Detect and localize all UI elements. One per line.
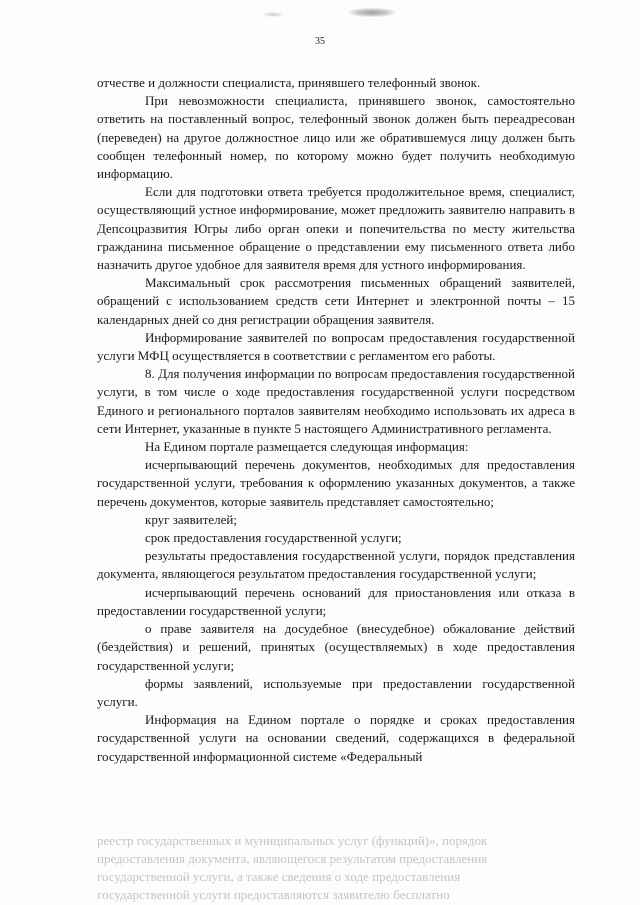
faded-line: государственной услуги предоставляются заявителю бесплатно bbox=[97, 887, 450, 902]
faded-line: реестр государственных и муниципальных услуг (функций)», порядок bbox=[97, 833, 488, 848]
paragraph: При невозможности специалиста, принявшего звонок, самостоятельно ответить на поставленный вопрос, телефонный звонок должен быть переадресован (переведен) на другое должностное лицо или же обратившемуся лицу должен быть сообщен телефонный номер, по которому можно будет получить необходимую информацию. bbox=[97, 93, 575, 182]
faded-line: государственной услуги, а также сведения о ходе предоставления bbox=[97, 869, 461, 884]
paragraph: срок предоставления государственной услуги; bbox=[145, 530, 402, 546]
paragraph: Если для подготовки ответа требуется продолжительное время, специалист, осуществляющий устное информирование, может предложить заявителю направить в Депсоцразвития Югры либо орган опеки и попечительства по месту жительства гражданина письменное обращение о представлении ему письменного ответа либо назначить другое удобное для заявителя время для устного информирования. bbox=[97, 184, 575, 273]
paragraph: результаты предоставления государственной услуги, порядок представления документа, являющегося результатом предоставления государственной услуги; bbox=[97, 548, 575, 582]
paragraph: Максимальный срок рассмотрения письменных обращений заявителей, обращений с использованием средств сети Интернет и электронной почты – 15 календарных дней со дня регистрации обращения заявителя. bbox=[97, 275, 575, 327]
paragraph: формы заявлений, используемые при предоставлении государственной услуги. bbox=[97, 675, 575, 709]
paragraph: Информирование заявителей по вопросам предоставления государственной услуги МФЦ осуществляется в соответствии с регламентом его работы. bbox=[97, 329, 575, 364]
paragraph: Информация на Едином портале о порядке и сроках предоставления государственной услуги на основании сведений, содержащихся в федеральной государственной информационной системе «Федеральный bbox=[97, 712, 575, 764]
paragraph: отчестве и должности специалиста, принявшего телефонный звонок. bbox=[97, 75, 481, 90]
paragraph: исчерпывающий перечень документов, необходимых для предоставления государственной услуги, требования к оформлению указанных документов, а также перечень документов, которые заявитель представляет самостоятельно; bbox=[97, 457, 575, 509]
paragraph: о праве заявителя на досудебное (внесудебное) обжалование действий (бездействия) и решений, принятых (осуществляемых) в ходе предоставления государственной услуги; bbox=[97, 621, 575, 673]
paragraph: круг заявителей; bbox=[145, 511, 237, 527]
faded-line: предоставления документа, являющегося результатом предоставления bbox=[97, 851, 488, 866]
document-body bbox=[97, 74, 575, 766]
paragraph: исчерпывающий перечень оснований для приостановления или отказа в предоставлении государственной услуги; bbox=[97, 584, 575, 618]
paragraph: На Едином портале размещается следующая информация: bbox=[145, 439, 469, 455]
page-number: 35 bbox=[315, 36, 325, 47]
scan-smudge bbox=[348, 8, 396, 17]
scan-smudge-small bbox=[262, 12, 284, 17]
paragraph: 8. Для получения информации по вопросам предоставления государственной услуги, в том числе о ходе предоставления государственной услуги посредством Единого и регионального порталов заявителям необходимо использовать их адреса в сети Интернет, указанные в пункте 5 настоящего Административного регламента. bbox=[97, 366, 575, 436]
